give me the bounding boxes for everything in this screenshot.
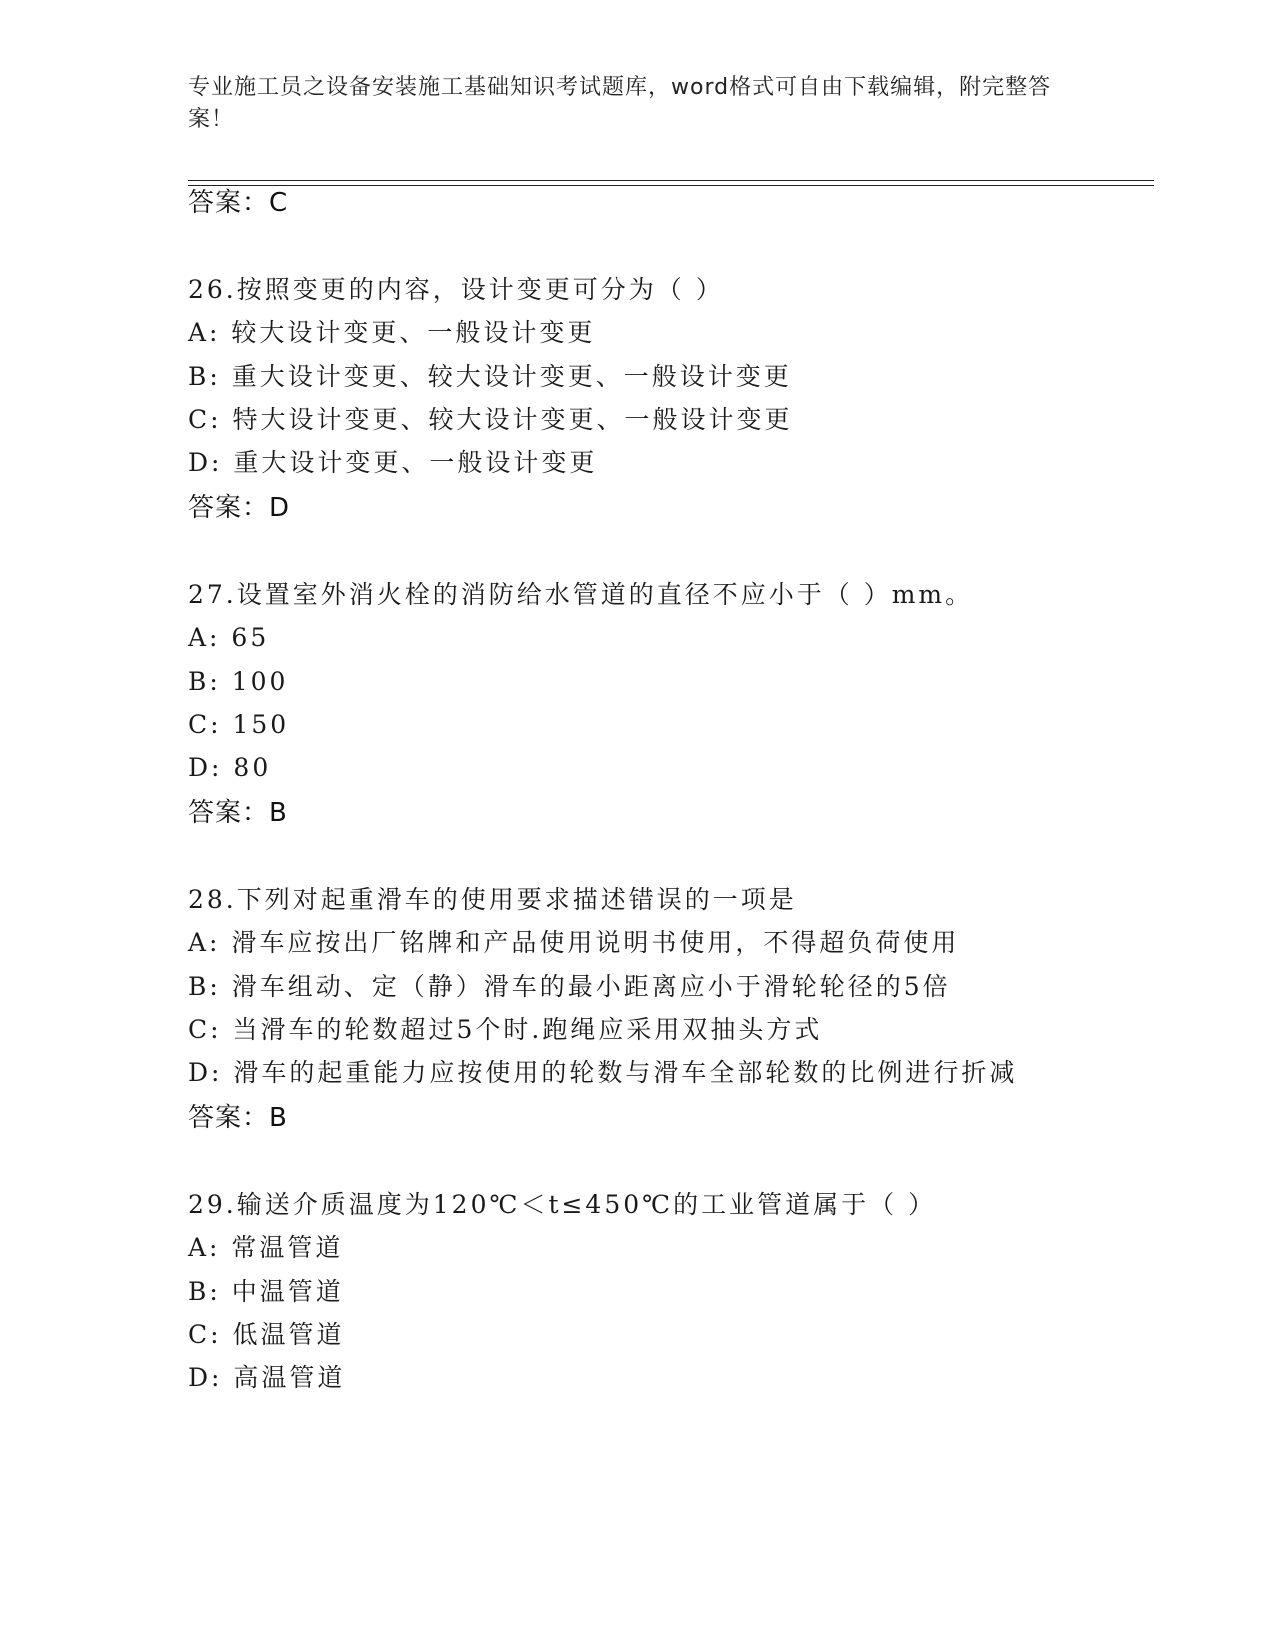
header-divider-secondary (188, 185, 1154, 186)
answer-line: 答案：B (188, 798, 288, 828)
question-stem: 27.设置室外消火栓的消防给水管道的直径不应小于（ ）mm。 (188, 580, 974, 609)
option-c: C: 150 (188, 710, 290, 739)
page-header: 专业施工员之设备安装施工基础知识考试题库，word格式可自由下载编辑，附完整答案！ (188, 75, 1052, 132)
header-divider (188, 180, 1154, 181)
option-c: C: 特大设计变更、较大设计变更、一般设计变更 (188, 405, 793, 434)
answer-line: 答案：C (188, 188, 289, 218)
option-a: A: 较大设计变更、一般设计变更 (188, 318, 596, 347)
option-b: B: 100 (188, 667, 289, 696)
question-stem: 29.输送介质温度为120℃＜t≤450℃的工业管道属于（ ） (188, 1190, 937, 1219)
option-a: A: 常温管道 (188, 1233, 344, 1262)
option-c: C: 低温管道 (188, 1320, 345, 1349)
option-b: B: 中温管道 (188, 1277, 344, 1306)
option-d: D: 重大设计变更、一般设计变更 (188, 448, 598, 477)
question-stem: 28.下列对起重滑车的使用要求描述错误的一项是 (188, 885, 797, 914)
option-d: D: 高温管道 (188, 1363, 346, 1392)
option-b: B: 滑车组动、定（静）滑车的最小距离应小于滑轮轮径的5倍 (188, 972, 951, 1001)
question-stem: 26.按照变更的内容，设计变更可分为（ ） (188, 275, 724, 304)
option-a: A: 滑车应按出厂铭牌和产品使用说明书使用，不得超负荷使用 (188, 928, 960, 957)
option-d: D: 80 (188, 753, 272, 782)
answer-line: 答案：D (188, 493, 291, 523)
option-b: B: 重大设计变更、较大设计变更、一般设计变更 (188, 362, 792, 391)
option-d: D: 滑车的起重能力应按使用的轮数与滑车全部轮数的比例进行折减 (188, 1058, 1018, 1087)
option-c: C: 当滑车的轮数超过5个时.跑绳应采用双抽头方式 (188, 1015, 823, 1044)
answer-line: 答案：B (188, 1103, 288, 1133)
option-a: A: 65 (188, 623, 270, 652)
